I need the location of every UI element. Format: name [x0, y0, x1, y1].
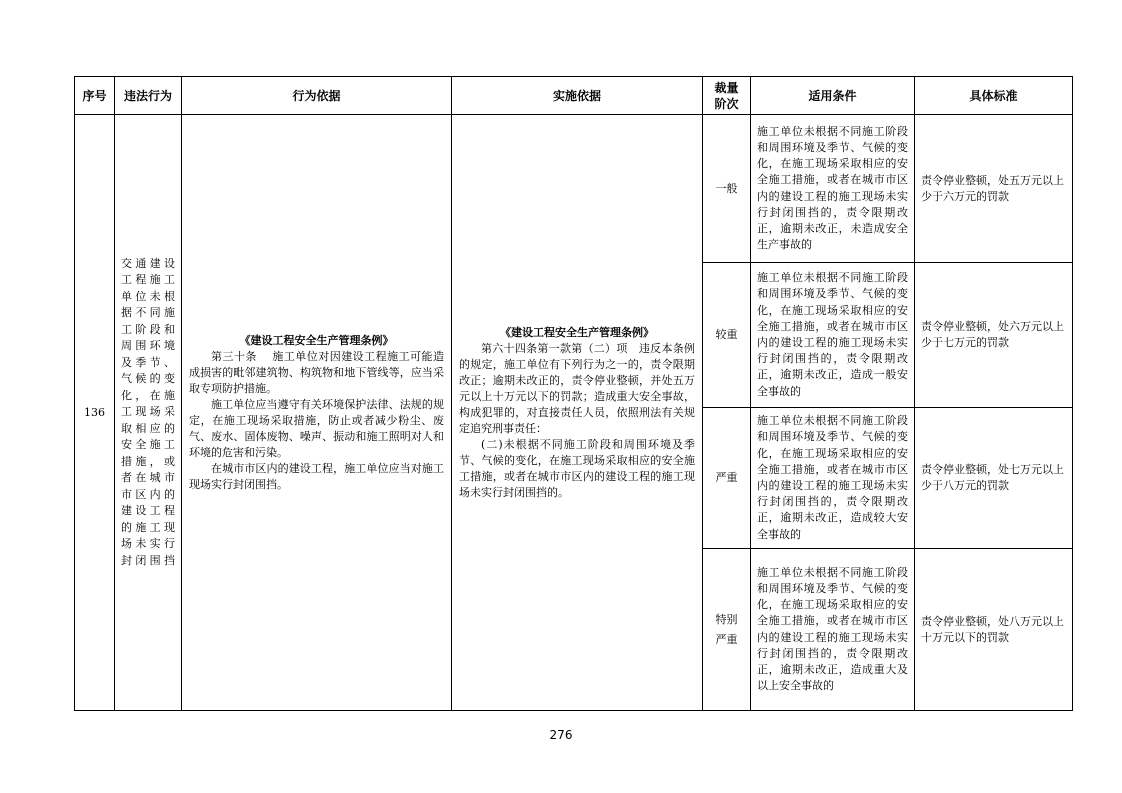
condition-general: 施工单位未根据不同施工阶段和周围环境及季节、气候的变化，在施工现场采取相应的安全施工措施，或者在城市市区内的建设工程的施工现场未实行封闭围挡的，责令限期改正，逾期未改正，未造成安全生产事故的 [751, 115, 915, 263]
enforcement-basis-law-title: 《建设工程安全生产管理条例》 [500, 325, 654, 339]
header-row [75, 77, 1073, 115]
standard-extremely-severe: 责令停业整顿，处八万元以上十万元以下的罚款 [915, 549, 1073, 711]
enforcement-basis-paragraph: 第六十四条第一款第（二）项 违反本条例的规定，施工单位有下列行为之一的，责令限期改正；逾期未改正的，责令停业整顿，并处五万元以上十万元以下的罚款；造成重大安全事故，构成犯罪的，对直接责任人员，依照刑法有关规定追究刑事责任： [459, 341, 695, 435]
header-applicable-conditions: 适用条件 [751, 77, 915, 115]
page-number: 276 [549, 728, 573, 742]
condition-serious: 施工单位未根据不同施工阶段和周围环境及季节、气候的变化，在施工现场采取相应的安全施工措施，或者在城市市区内的建设工程的施工现场未实行封闭围挡的，责令限期改正，逾期未改正，造成一般安全事故的 [751, 263, 915, 408]
standard-serious: 责令停业整顿，处六万元以上少于七万元的罚款 [915, 263, 1073, 408]
discretion-level-extremely-severe-text: 特别严重 [715, 612, 738, 646]
header-enforcement-basis: 实施依据 [452, 77, 703, 115]
discretion-level-serious: 较重 [703, 263, 751, 408]
discretion-level-severe: 严重 [703, 408, 751, 549]
header-discretion-level-line1: 裁量 [714, 80, 739, 95]
header-violation: 违法行为 [115, 77, 182, 115]
header-discretion-level-line2: 阶次 [714, 96, 739, 111]
legal-basis-cell [182, 115, 452, 711]
header-discretion-level [703, 77, 751, 115]
legal-basis-paragraph: 施工单位应当遵守有关环境保护法律、法规的规定，在施工现场采取措施，防止或者减少粉尘、废气、废水、固体废物、噪声、振动和施工照明对人和环境的危害和污染。 [189, 397, 444, 459]
enforcement-basis-cell [452, 115, 703, 711]
condition-severe: 施工单位未根据不同施工阶段和周围环境及季节、气候的变化，在施工现场采取相应的安全施工措施，或者在城市市区内的建设工程的施工现场未实行封闭围挡的，责令限期改正，逾期未改正，造成较大安全事故的 [751, 408, 915, 549]
standard-severe: 责令停业整顿，处七万元以上少于八万元的罚款 [915, 408, 1073, 549]
discretion-level-general: 一般 [703, 115, 751, 263]
discretion-level-extremely-severe [703, 549, 751, 711]
enforcement-basis-paragraph: (二)未根据不同施工阶段和周围环境及季节、气候的变化，在施工现场采取相应的安全施工措施，或者在城市市区内的建设工程的施工现场未实行封闭围挡的。 [459, 437, 695, 499]
serial-number-cell: 136 [75, 115, 115, 711]
penalty-standard-table [74, 76, 1073, 711]
legal-basis-paragraph: 在城市市区内的建设工程，施工单位应当对施工现场实行封闭围挡。 [189, 461, 444, 491]
condition-extremely-severe: 施工单位未根据不同施工阶段和周围环境及季节、气候的变化，在施工现场采取相应的安全施工措施，或者在城市市区内的建设工程的施工现场未实行封闭围挡的，责令限期改正，逾期未改正，造成重大及以上安全事故的 [751, 549, 915, 711]
header-legal-basis: 行为依据 [182, 77, 452, 115]
header-serial-number: 序号 [75, 77, 115, 115]
table-row [75, 115, 1073, 263]
violation-cell: 交通建设工程施工单位未根据不同施工阶段和周围环境及季节、气候的变化，在施工现场采取相应的安全施工措施，或者在城市市区内的建设工程的施工现场未实行封闭围挡 [115, 115, 182, 711]
standard-general: 责令停业整顿，处五万元以上少于六万元的罚款 [915, 115, 1073, 263]
legal-basis-law-title: 《建设工程安全生产管理条例》 [239, 333, 394, 347]
legal-basis-paragraph: 第三十条 施工单位对因建设工程施工可能造成损害的毗邻建筑物、构筑物和地下管线等，应当采取专项防护措施。 [189, 349, 444, 395]
header-specific-standard: 具体标准 [915, 77, 1073, 115]
